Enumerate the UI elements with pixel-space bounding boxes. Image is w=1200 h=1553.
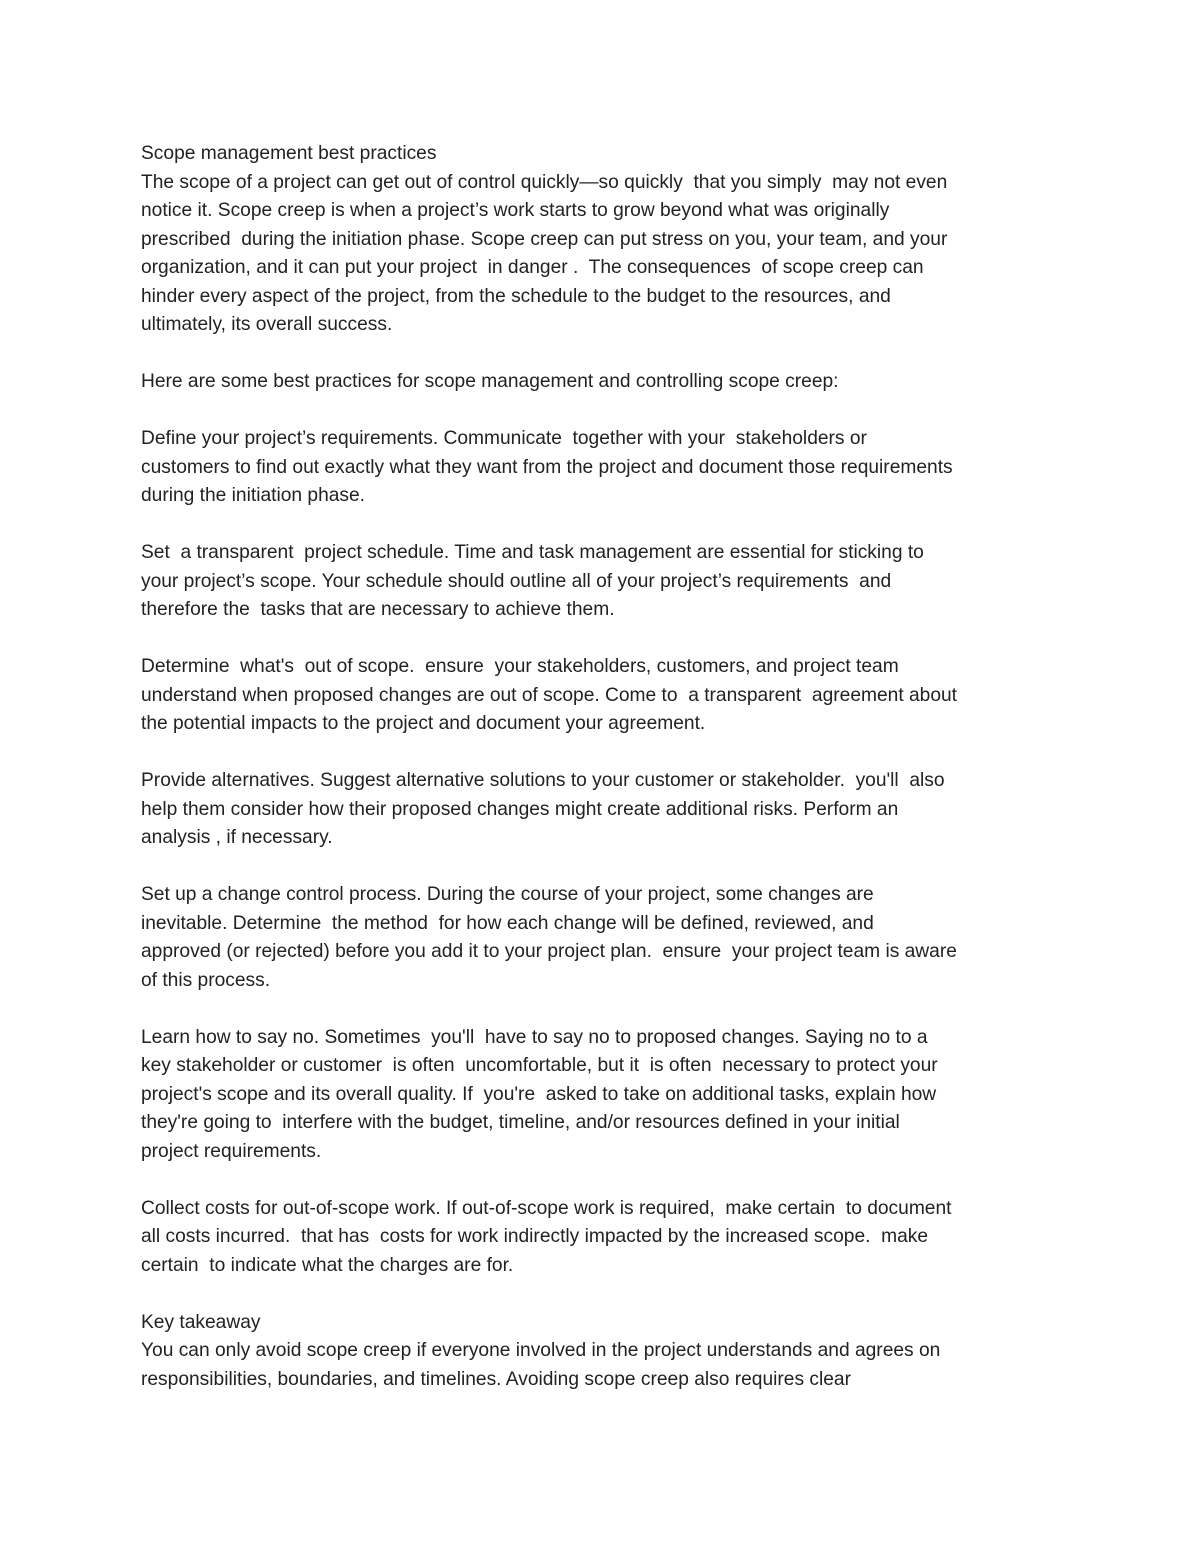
text-line: Set up a change control process. During the course of your project, some changes are [141, 884, 874, 905]
paragraph-define-requirements [141, 425, 1071, 511]
section-heading: Key takeaway [141, 1311, 261, 1333]
paragraph-change-control [141, 881, 1071, 995]
text-line: inevitable. Determine the method for how each change will be defined, reviewed, and [141, 912, 874, 934]
text-line: therefore the tasks that are necessary to achieve them. [141, 599, 615, 620]
paragraph-out-of-scope [141, 653, 1071, 739]
text-line: understand when proposed changes are out of scope. Come to a transparent agreement about [141, 684, 958, 706]
text-line: organization, and it can put your project in danger . The consequences of scope creep can [141, 257, 924, 278]
paragraph-intro [141, 140, 1071, 340]
text-line: The scope of a project can get out of control quickly—so quickly that you simply may not even [141, 171, 948, 193]
text-line: of this process. [141, 969, 271, 991]
text-line: You can only avoid scope creep if everyone involved in the project understands and agrees on [141, 1340, 941, 1361]
text-line: ultimately, its overall success. [141, 314, 393, 335]
text-line: they're going to interfere with the budget, timeline, and/or resources defined in your initial [141, 1112, 900, 1133]
text-line: Set a transparent project schedule. Time and task management are essential for sticking to [141, 542, 924, 563]
text-line: Learn how to say no. Sometimes you'll have to say no to proposed changes. Saying no to a [141, 1026, 928, 1048]
paragraph-project-schedule [141, 539, 1071, 625]
paragraph-best-practices-intro [141, 368, 1071, 397]
text-line: customers to find out exactly what they want from the project and document those requirements [141, 456, 953, 478]
section-heading: Scope management best practices [141, 143, 437, 164]
text-line: Provide alternatives. Suggest alternative solutions to your customer or stakeholder. you'll also [141, 770, 945, 791]
text-line: Here are some best practices for scope management and controlling scope creep: [141, 371, 839, 392]
document-body [141, 140, 1071, 1394]
paragraph-say-no [141, 1024, 1071, 1167]
text-line: Determine what's out of scope. ensure your stakeholders, customers, and project team [141, 656, 899, 677]
text-line: the potential impacts to the project and document your agreement. [141, 713, 706, 734]
text-line: approved (or rejected) before you add it to your project plan. ensure your project team is aware [141, 941, 957, 962]
text-line: hinder every aspect of the project, from the schedule to the budget to the resources, and [141, 285, 891, 307]
paragraph-key-takeaway [141, 1309, 1071, 1395]
text-line: during the initiation phase. [141, 485, 366, 506]
text-line: certain to indicate what the charges are for. [141, 1254, 514, 1276]
text-line: project's scope and its overall quality. If you're asked to take on additional tasks, explain how [141, 1083, 937, 1105]
text-line: notice it. Scope creep is when a project’s work starts to grow beyond what was originally [141, 200, 890, 221]
text-line: key stakeholder or customer is often uncomfortable, but it is often necessary to protect your [141, 1055, 938, 1076]
text-line: help them consider how their proposed changes might create additional risks. Perform an [141, 798, 899, 820]
text-line: prescribed during the initiation phase. Scope creep can put stress on you, your team, and your [141, 228, 948, 250]
text-line: project requirements. [141, 1140, 322, 1162]
text-line: Collect costs for out-of-scope work. If out-of-scope work is required, make certain to document [141, 1197, 952, 1219]
text-line: analysis , if necessary. [141, 827, 333, 848]
paragraph-collect-costs [141, 1195, 1071, 1281]
text-line: your project’s scope. Your schedule should outline all of your project’s requirements and [141, 570, 892, 592]
text-line: Define your project’s requirements. Communicate together with your stakeholders or [141, 428, 867, 449]
text-line: all costs incurred. that has costs for work indirectly impacted by the increased scope. make [141, 1226, 929, 1247]
paragraph-alternatives [141, 767, 1071, 853]
text-line: responsibilities, boundaries, and timelines. Avoiding scope creep also requires clear [141, 1368, 851, 1390]
